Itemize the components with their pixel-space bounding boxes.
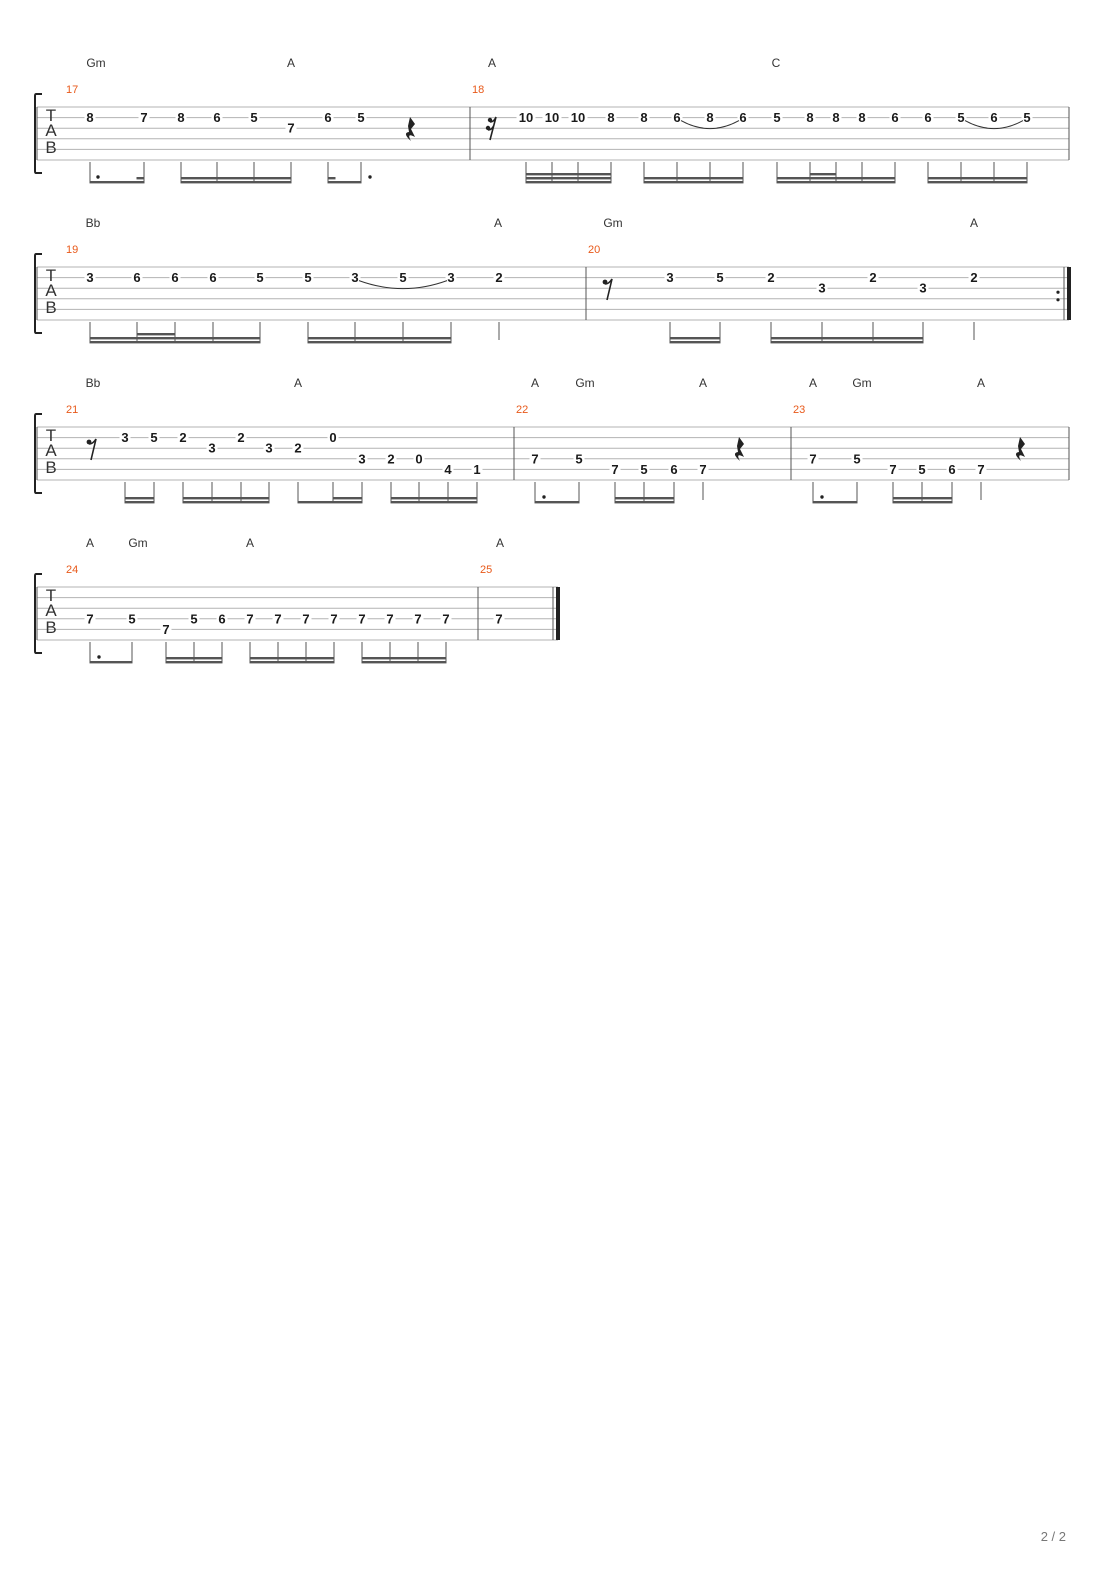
fret-number: 6 xyxy=(990,110,998,126)
fret-number: 3 xyxy=(351,270,359,286)
fret-number: 2 xyxy=(495,270,503,286)
page-number: 2 / 2 xyxy=(1040,1529,1066,1544)
tab-label-t: T xyxy=(45,266,57,285)
chord-name: Gm xyxy=(128,536,148,550)
quarter-rest xyxy=(1016,437,1025,461)
final-barline-thick xyxy=(556,587,560,640)
fret-number: 7 xyxy=(302,611,310,627)
fret-number: 6 xyxy=(891,110,899,126)
beam xyxy=(181,181,292,183)
chord-name: A xyxy=(808,376,818,390)
fret-number: 2 xyxy=(970,270,978,286)
measure-number: 18 xyxy=(472,84,485,96)
beam xyxy=(813,501,858,503)
beam xyxy=(183,497,270,499)
fret-number: 6 xyxy=(924,110,932,126)
tab-label-b: B xyxy=(45,458,57,477)
beam xyxy=(90,661,133,663)
chord-name: A xyxy=(530,376,540,390)
beam xyxy=(391,497,478,499)
beam xyxy=(308,337,452,339)
fret-number: 3 xyxy=(358,451,366,467)
fret-number: 7 xyxy=(86,611,94,627)
beam xyxy=(250,661,335,663)
beam-partial xyxy=(526,177,553,179)
tab-label-t: T xyxy=(45,586,57,605)
fret-number: 0 xyxy=(329,430,337,446)
fret-number: 2 xyxy=(294,440,302,456)
fret-number: 5 xyxy=(304,270,312,286)
chord-name: Bb xyxy=(85,216,101,230)
fret-number: 5 xyxy=(918,461,926,477)
fret-number: 5 xyxy=(250,110,258,126)
system-bracket xyxy=(35,94,42,173)
chord-name: A xyxy=(495,536,505,550)
chord-name: C xyxy=(771,56,781,70)
tab-label-b: B xyxy=(45,298,57,317)
repeat-dot xyxy=(1056,291,1059,294)
fret-number: 3 xyxy=(265,440,273,456)
chord-name: A xyxy=(85,536,95,550)
chord-name: Gm xyxy=(575,376,595,390)
system-bracket xyxy=(35,254,42,333)
chord-name: A xyxy=(286,56,296,70)
fret-number: 8 xyxy=(640,110,648,126)
beam xyxy=(328,181,362,183)
beam xyxy=(362,661,447,663)
beam xyxy=(615,501,675,503)
beam xyxy=(90,341,261,343)
fret-number: 6 xyxy=(171,270,179,286)
measure-number: 19 xyxy=(66,244,79,256)
fret-number: 8 xyxy=(177,110,185,126)
fret-number: 8 xyxy=(858,110,866,126)
chord-name: Bb xyxy=(85,376,101,390)
beam xyxy=(90,337,261,339)
beam xyxy=(670,337,721,339)
fret-number: 7 xyxy=(977,461,985,477)
beam xyxy=(928,181,1028,183)
fret-number: 3 xyxy=(208,440,216,456)
beam xyxy=(535,501,580,503)
fret-number: 2 xyxy=(869,270,877,286)
beam xyxy=(90,181,145,183)
fret-number: 2 xyxy=(767,270,775,286)
fret-number: 8 xyxy=(86,110,94,126)
chord-name: A xyxy=(487,56,497,70)
fret-number: 3 xyxy=(447,270,455,286)
tab-label-b: B xyxy=(45,138,57,157)
beam xyxy=(771,341,924,343)
beam xyxy=(526,173,612,175)
fret-number: 3 xyxy=(919,280,927,296)
beam xyxy=(250,657,335,659)
fret-number: 7 xyxy=(531,451,539,467)
fret-number: 5 xyxy=(773,110,781,126)
beam xyxy=(181,177,292,179)
fret-number: 5 xyxy=(1023,110,1031,126)
beam xyxy=(670,341,721,343)
fret-number: 8 xyxy=(706,110,714,126)
fret-number: 5 xyxy=(128,611,136,627)
fret-number: 7 xyxy=(358,611,366,627)
fret-number: 7 xyxy=(162,621,170,637)
fret-number: 5 xyxy=(853,451,861,467)
fret-number: 5 xyxy=(256,270,264,286)
chord-name: A xyxy=(293,376,303,390)
fret-number: 5 xyxy=(640,461,648,477)
fret-number: 7 xyxy=(611,461,619,477)
beam-partial xyxy=(137,333,176,335)
repeat-dot xyxy=(1056,298,1059,301)
chord-name: A xyxy=(969,216,979,230)
fret-number: 7 xyxy=(809,451,817,467)
staff-system-4 xyxy=(35,536,560,663)
beam xyxy=(893,497,953,499)
augmentation-dot xyxy=(542,495,545,498)
fret-number: 7 xyxy=(287,120,295,136)
beam xyxy=(615,497,675,499)
fret-number: 5 xyxy=(150,430,158,446)
measure-number: 24 xyxy=(66,564,79,576)
beam xyxy=(125,497,155,499)
beam xyxy=(125,501,155,503)
measure-number: 21 xyxy=(66,404,79,416)
chord-name: A xyxy=(976,376,986,390)
fret-number: 7 xyxy=(246,611,254,627)
beam-partial xyxy=(333,497,363,499)
fret-number: 5 xyxy=(399,270,407,286)
fret-number: 7 xyxy=(140,110,148,126)
beam xyxy=(777,181,896,183)
fret-number: 7 xyxy=(274,611,282,627)
system-bracket xyxy=(35,574,42,653)
tab-label-t: T xyxy=(45,106,57,125)
tab-label-a: A xyxy=(45,601,57,620)
fret-number: 2 xyxy=(237,430,245,446)
augmentation-dot xyxy=(96,175,99,178)
chord-name: Gm xyxy=(852,376,872,390)
system-bracket xyxy=(35,414,42,493)
beam xyxy=(893,501,953,503)
fret-number: 7 xyxy=(386,611,394,627)
quarter-rest xyxy=(406,117,415,141)
fret-number: 8 xyxy=(806,110,814,126)
staff-system-3 xyxy=(35,376,1069,503)
beam-partial xyxy=(328,177,336,179)
fret-number: 8 xyxy=(607,110,615,126)
beam xyxy=(166,661,223,663)
fret-number: 2 xyxy=(179,430,187,446)
fret-number: 6 xyxy=(209,270,217,286)
measure-number: 20 xyxy=(588,244,601,256)
beam xyxy=(183,501,270,503)
fret-number: 7 xyxy=(330,611,338,627)
beam xyxy=(391,501,478,503)
tab-label-a: A xyxy=(45,281,57,300)
tab-label-b: B xyxy=(45,618,57,637)
beam-partial xyxy=(137,177,145,179)
fret-number: 5 xyxy=(190,611,198,627)
fret-number: 2 xyxy=(387,451,395,467)
fret-number: 8 xyxy=(832,110,840,126)
fret-number: 3 xyxy=(818,280,826,296)
fret-number: 6 xyxy=(218,611,226,627)
beam xyxy=(644,177,744,179)
staff-system-2 xyxy=(35,216,1071,343)
fret-number: 10 xyxy=(544,110,560,126)
fret-number: 5 xyxy=(357,110,365,126)
measure-number: 17 xyxy=(66,84,79,96)
staff-system-1 xyxy=(35,56,1069,183)
quarter-rest xyxy=(735,437,744,461)
beam xyxy=(644,181,744,183)
chord-name: A xyxy=(698,376,708,390)
fret-number: 4 xyxy=(444,461,452,477)
tab-label-t: T xyxy=(45,426,57,445)
fret-number: 6 xyxy=(673,110,681,126)
fret-number: 5 xyxy=(957,110,965,126)
chord-name: Gm xyxy=(86,56,106,70)
beam xyxy=(166,657,223,659)
chord-name: A xyxy=(245,536,255,550)
fret-number: 6 xyxy=(670,461,678,477)
augmentation-dot xyxy=(368,175,371,178)
fret-number: 5 xyxy=(716,270,724,286)
tab-label-a: A xyxy=(45,441,57,460)
beam xyxy=(777,177,896,179)
fret-number: 7 xyxy=(414,611,422,627)
measure-number: 23 xyxy=(793,404,806,416)
augmentation-dot xyxy=(97,655,100,658)
fret-number: 10 xyxy=(518,110,534,126)
fret-number: 3 xyxy=(86,270,94,286)
fret-number: 1 xyxy=(473,461,481,477)
beam xyxy=(362,657,447,659)
fret-number: 6 xyxy=(948,461,956,477)
fret-number: 6 xyxy=(324,110,332,126)
beam xyxy=(526,181,612,183)
fret-number: 7 xyxy=(699,461,707,477)
fret-number: 10 xyxy=(570,110,586,126)
fret-number: 6 xyxy=(739,110,747,126)
beam xyxy=(928,177,1028,179)
fret-number: 5 xyxy=(575,451,583,467)
fret-number: 7 xyxy=(889,461,897,477)
fret-number: 7 xyxy=(495,611,503,627)
augmentation-dot xyxy=(820,495,823,498)
fret-number: 0 xyxy=(415,451,423,467)
beam xyxy=(308,341,452,343)
measure-number: 22 xyxy=(516,404,529,416)
beam-partial xyxy=(810,173,837,175)
measure-number: 25 xyxy=(480,564,493,576)
tab-label-a: A xyxy=(45,121,57,140)
beam xyxy=(771,337,924,339)
fret-number: 6 xyxy=(213,110,221,126)
fret-number: 6 xyxy=(133,270,141,286)
fret-number: 3 xyxy=(121,430,129,446)
beam xyxy=(298,501,363,503)
chord-name: A xyxy=(493,216,503,230)
repeat-barline-thick xyxy=(1067,267,1071,320)
chord-name: Gm xyxy=(603,216,623,230)
fret-number: 3 xyxy=(666,270,674,286)
fret-number: 7 xyxy=(442,611,450,627)
